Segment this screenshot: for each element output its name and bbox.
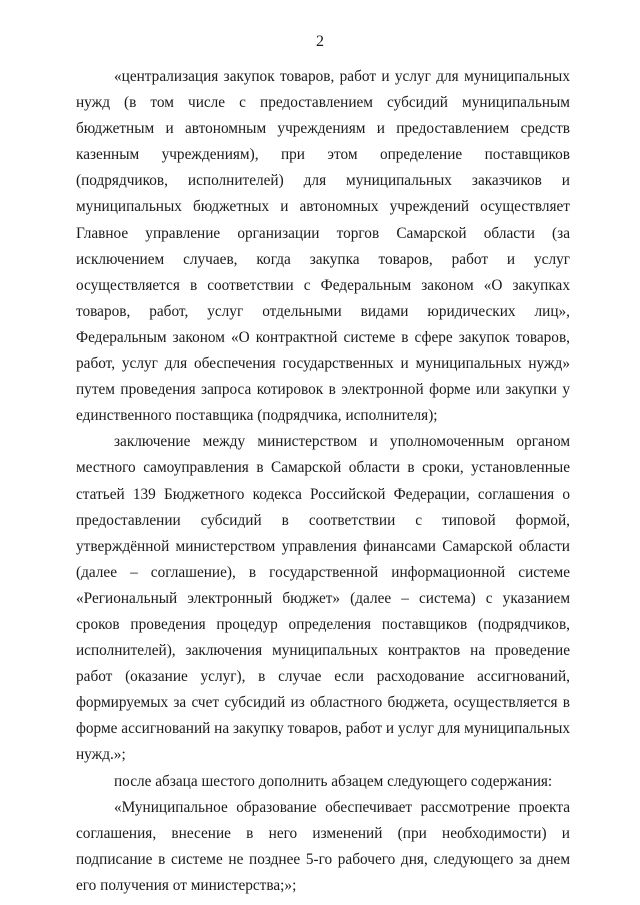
paragraph-centralization: «централизация закупок товаров, работ и услуг для муниципальных нужд (в том числе с предоставлением субсидий муниципальным бюджетным и автономным учреждениям и предоставлением средств казенным учреждениям), при этом определение поставщиков (подрядчиков, исполнителей) для муниципальных заказчиков и муниципальных бюджетных и автономных учреждений осуществляет Главное управление организации торгов Самарской области (за исключением случаев, когда закупка товаров, работ и услуг осуществляется в соответствии с Федеральным законом «О закупках товаров, работ, услуг отдельными видами юридических лиц», Федеральным законом «О контрактной системе в сфере закупок товаров, работ, услуг для обеспечения государственных и муниципальных нужд» путем проведения запроса котировок в электронной форме или закупки у единственного поставщика (подрядчика, исполнителя); xyxy=(76,68,570,425)
document-body xyxy=(76,64,570,899)
paragraph-municipal-obligation: «Муниципальное образование обеспечивает рассмотрение проекта соглашения, внесение в него изменений (при необходимости) и подписание в системе не позднее 5-го рабочего дня, следующего за днем его получения от министерства;»; xyxy=(76,798,570,894)
paragraph-agreement: заключение между министерством и уполномоченным органом местного самоуправления в Самарской области в сроки, установленные статьей 139 Бюджетного кодекса Российской Федерации, соглашения о предоставлении субсидий в соответствии с типовой формой, утверждённой министерством управления финансами Самарской области (далее – соглашение), в государственной информационной системе «Региональный электронный бюджет» (далее – система) с указанием сроков проведения процедур определения поставщиков (подрядчиков, исполнителей), заключения муниципальных контрактов на проведение работ (оказание услуг), в случае если расходование ассигнований, формируемых за счет субсидий из областного бюджета, осуществляется в форме ассигнований на закупку товаров, работ и услуг для муниципальных нужд.»; xyxy=(76,433,570,764)
page-number: 2 xyxy=(316,33,324,50)
paragraph-amendment-instruction: после абзаца шестого дополнить абзацем следующего содержания: xyxy=(114,772,553,790)
